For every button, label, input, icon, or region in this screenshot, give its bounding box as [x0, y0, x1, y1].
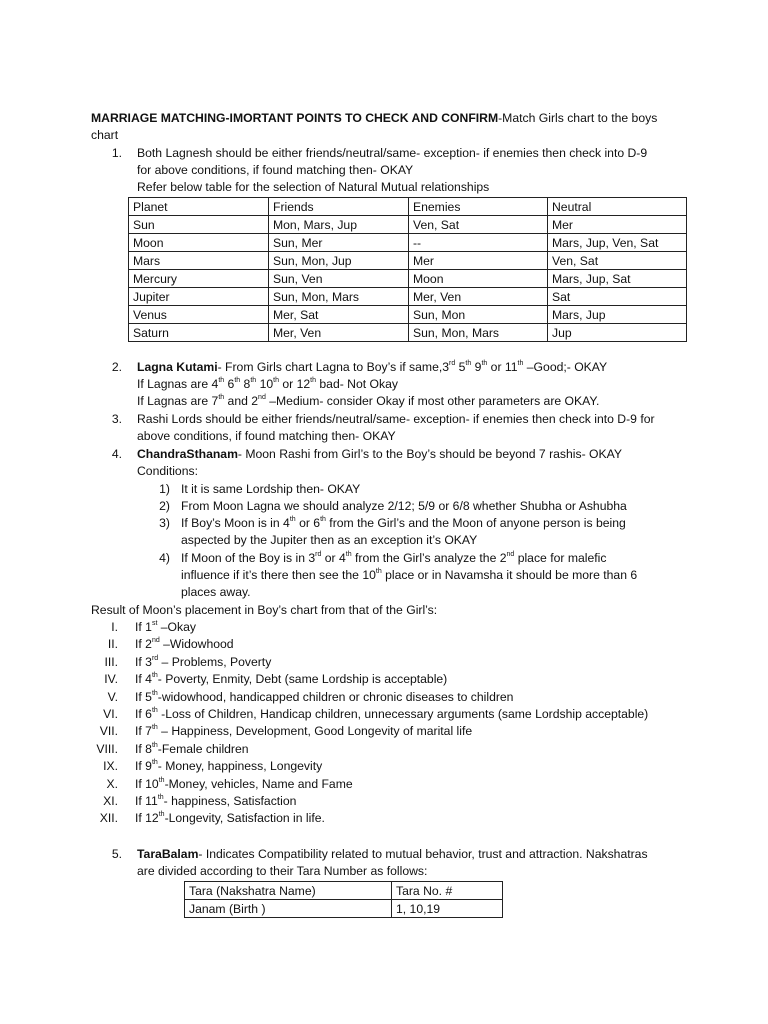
ordinal-suffix: th: [234, 376, 241, 384]
result-item-effect: –Okay: [157, 620, 197, 634]
table-row: [185, 900, 503, 918]
result-item: [135, 654, 271, 671]
result-item: [135, 741, 249, 758]
planet-enemies: Mer: [409, 252, 548, 270]
table-row: [129, 270, 687, 288]
item2-text: 6: [224, 377, 235, 391]
header-planet: Planet: [129, 198, 269, 216]
result-item-house: If 3: [135, 655, 152, 669]
result-item: [135, 723, 472, 740]
ordinal-suffix: th: [151, 706, 158, 714]
planet-table-header: [129, 198, 687, 216]
condition-segment: from the Girl’s analyze the 2: [351, 551, 507, 565]
result-item-number: V.: [107, 690, 118, 704]
planet-enemies: Mer, Ven: [409, 288, 548, 306]
ordinal-suffix: nd: [258, 393, 266, 401]
ordinal-suffix: th: [151, 671, 158, 679]
planet-enemies: Ven, Sat: [409, 216, 548, 234]
item5-number: 5.: [111, 847, 122, 861]
result-item-house: If 11: [135, 794, 158, 808]
planet-neutral: Mars, Jup, Sat: [548, 270, 687, 288]
result-item-effect: -Money, vehicles, Name and Fame: [164, 777, 353, 791]
result-item-number: VIII.: [96, 742, 118, 756]
result-item: [135, 619, 196, 636]
table-row: [129, 288, 687, 306]
result-item-number: IX.: [103, 759, 118, 773]
item5-line2: are divided according to their Tara Number as follows:: [137, 864, 428, 878]
ordinal-suffix: th: [310, 376, 316, 384]
title-bold: MARRIAGE MATCHING-IMORTANT POINTS TO CHECK AND CONFIRM: [91, 111, 499, 125]
planet-name: Sun: [129, 216, 269, 234]
result-item-house: If 4: [135, 672, 152, 686]
condition-text: places away.: [181, 585, 251, 599]
table-row: [129, 252, 687, 270]
planet-neutral: Sat: [548, 288, 687, 306]
planet-enemies: --: [409, 234, 548, 252]
condition-segment: influence if it’s there then see the 10: [181, 568, 376, 582]
result-item-effect: - happiness, Satisfaction: [163, 794, 297, 808]
condition-segment: from the Girl’s and the Moon of anyone person is being: [325, 516, 626, 530]
item2-text: If Lagnas are 7: [137, 394, 219, 408]
condition-text: [181, 550, 606, 567]
result-item-house: If 10: [135, 777, 159, 791]
header-enemies: Enemies: [409, 198, 548, 216]
planet-friends: Sun, Ven: [269, 270, 409, 288]
result-heading: Result of Moon’s placement in Boy’s chart from that of the Girl’s:: [91, 603, 438, 617]
item2-text: or 12: [278, 377, 311, 391]
result-item-effect: -Female children: [157, 742, 249, 756]
result-item: [135, 776, 353, 793]
result-item-number: VII.: [99, 724, 118, 738]
item2-number: 2.: [111, 360, 122, 374]
item1-number: 1.: [111, 146, 122, 160]
result-item-house: If 2: [135, 637, 152, 651]
result-item-effect: –Widowhood: [159, 637, 234, 651]
planet-friends: Sun, Mon, Jup: [269, 252, 409, 270]
condition-segment: or 4: [321, 551, 346, 565]
result-item-number: II.: [107, 637, 118, 651]
item5-text: - Indicates Compatibility related to mutual behavior, trust and attraction. Nakshatras: [198, 847, 648, 861]
item2-text: 5: [455, 360, 466, 374]
ordinal-suffix: th: [345, 550, 352, 558]
ordinal-suffix: th: [151, 723, 158, 731]
ordinal-suffix: th: [465, 359, 472, 367]
item4-term: ChandraSthanam: [137, 447, 238, 461]
result-item: [135, 689, 513, 706]
item2-text: –Medium- consider Okay if most other parameters are OKAY.: [265, 394, 600, 408]
title-rest: -Match Girls chart to the boys: [498, 111, 658, 125]
item3-line1: Rashi Lords should be either friends/neutral/same- exception- if enemies then check into D-9 for: [137, 412, 655, 426]
planet-neutral: Jup: [548, 324, 687, 342]
planet-enemies: Sun, Mon, Mars: [409, 324, 548, 342]
ordinal-suffix: th: [250, 376, 257, 384]
document-title: [91, 110, 657, 127]
item4-number: 4.: [111, 447, 122, 461]
condition-text: aspected by the Jupiter then as an exception it’s OKAY: [181, 533, 478, 547]
planet-neutral: Mer: [548, 216, 687, 234]
result-item-house: If 9: [135, 759, 152, 773]
title-line2: chart: [91, 128, 119, 142]
ordinal-suffix: nd: [506, 550, 515, 558]
planet-friends: Mer, Sat: [269, 306, 409, 324]
tara-table: [184, 881, 503, 918]
item4-line1: [137, 446, 622, 463]
condition-segment: If Moon of the Boy is in 3: [181, 551, 316, 565]
result-item-effect: -widowhood, handicapped children or chronic diseases to children: [157, 690, 514, 704]
ordinal-suffix: rd: [151, 654, 159, 662]
header-tara-name: Tara (Nakshatra Name): [185, 882, 392, 900]
condition-text: From Moon Lagna we should analyze 2/12; 5/9 or 6/8 whether Shubha or Ashubha: [181, 499, 627, 513]
result-item: [135, 706, 648, 723]
ordinal-suffix: th: [151, 689, 158, 697]
ordinal-suffix: th: [273, 376, 279, 384]
planet-neutral: Mars, Jup, Ven, Sat: [548, 234, 687, 252]
result-item: [135, 636, 234, 653]
item2-text: 8: [240, 377, 251, 391]
planet-name: Mars: [129, 252, 269, 270]
ordinal-suffix: th: [157, 793, 164, 801]
item1-line3: Refer below table for the selection of Natural Mutual relationships: [137, 180, 490, 194]
item2-text: - From Girls chart Lagna to Boy’s if same,3: [217, 360, 450, 374]
result-item-effect: -Longevity, Satisfaction in life.: [164, 811, 325, 825]
ordinal-suffix: th: [375, 567, 382, 575]
planet-relationship-table: [128, 197, 687, 342]
planet-friends: Sun, Mon, Mars: [269, 288, 409, 306]
result-item-number: X.: [106, 777, 118, 791]
item3-number: 3.: [111, 412, 122, 426]
item2-text: 9: [471, 360, 482, 374]
planet-neutral: Ven, Sat: [548, 252, 687, 270]
tara-name: Janam (Birth ): [185, 900, 392, 918]
result-item-house: If 1: [135, 620, 152, 634]
header-neutral: Neutral: [548, 198, 687, 216]
item2-text: –Good;- OKAY: [523, 360, 608, 374]
ordinal-suffix: th: [218, 393, 225, 401]
result-item-house: If 7: [135, 724, 152, 738]
result-item-effect: -Loss of Children, Handicap children, unnecessary arguments (same Lordship acceptable): [157, 707, 649, 721]
ordinal-suffix: th: [158, 810, 165, 818]
header-friends: Friends: [269, 198, 409, 216]
result-item: [135, 671, 447, 688]
item5-line1: [137, 846, 648, 863]
condition-number: 3): [159, 516, 170, 530]
result-item-house: If 6: [135, 707, 152, 721]
ordinal-suffix: st: [151, 619, 158, 627]
result-item-effect: - Money, happiness, Longevity: [157, 759, 323, 773]
item1-line2: for above conditions, if found matching then- OKAY: [137, 163, 414, 177]
result-item-number: I.: [111, 620, 118, 634]
result-item-house: If 12: [135, 811, 159, 825]
ordinal-suffix: th: [517, 359, 524, 367]
item2-term: Lagna Kutami: [137, 360, 218, 374]
item5-term: TaraBalam: [137, 847, 199, 861]
planet-friends: Mer, Ven: [269, 324, 409, 342]
ordinal-suffix: th: [151, 758, 158, 766]
planet-friends: Mon, Mars, Jup: [269, 216, 409, 234]
table-row: [129, 234, 687, 252]
result-item-number: XII.: [99, 811, 118, 825]
item1-line1: Both Lagnesh should be either friends/neutral/same- exception- if enemies then check into D-9: [137, 146, 648, 160]
item2-text: 10: [256, 377, 274, 391]
result-item-effect: – Problems, Poverty: [158, 655, 272, 669]
planet-name: Venus: [129, 306, 269, 324]
condition-segment: place or in Navamsha it should be more than 6: [381, 568, 638, 582]
result-item: [135, 793, 296, 810]
ordinal-suffix: th: [158, 776, 165, 784]
table-row: [129, 324, 687, 342]
ordinal-suffix: th: [481, 359, 488, 367]
result-item: [135, 758, 322, 775]
item2-line1: [137, 359, 607, 376]
ordinal-suffix: rd: [315, 550, 322, 558]
planet-name: Moon: [129, 234, 269, 252]
item2-text: If Lagnas are 4: [137, 377, 219, 391]
condition-number: 2): [159, 499, 170, 513]
result-item-house: If 5: [135, 690, 152, 704]
planet-friends: Sun, Mer: [269, 234, 409, 252]
condition-text: [181, 515, 626, 532]
condition-segment: or 6: [295, 516, 321, 530]
item3-line2: above conditions, if found matching then- OKAY: [137, 429, 396, 443]
item4-conditions-label: Conditions:: [137, 464, 198, 478]
result-item-effect: – Happiness, Development, Good Longevity of marital life: [157, 724, 473, 738]
ordinal-suffix: th: [289, 515, 296, 523]
header-tara-number: Tara No. #: [392, 882, 503, 900]
condition-text: [181, 567, 637, 584]
tara-table-header: [185, 882, 503, 900]
condition-text: It it is same Lordship then- OKAY: [181, 482, 361, 496]
planet-name: Saturn: [129, 324, 269, 342]
ordinal-suffix: th: [151, 741, 158, 749]
tara-number: 1, 10,19: [392, 900, 503, 918]
planet-name: Mercury: [129, 270, 269, 288]
item4-text: - Moon Rashi from Girl’s to the Boy’s should be beyond 7 rashis- OKAY: [237, 447, 622, 461]
result-item: [135, 810, 325, 827]
result-item-effect: - Poverty, Enmity, Debt (same Lordship is acceptable): [157, 672, 448, 686]
planet-neutral: Mars, Jup: [548, 306, 687, 324]
condition-number: 1): [159, 482, 170, 496]
result-item-number: III.: [104, 655, 118, 669]
planet-enemies: Sun, Mon: [409, 306, 548, 324]
planet-name: Jupiter: [129, 288, 269, 306]
table-row: [129, 306, 687, 324]
result-item-number: XI.: [103, 794, 118, 808]
result-item-number: VI.: [103, 707, 118, 721]
item2-text: or 11: [487, 360, 518, 374]
condition-number: 4): [159, 551, 170, 565]
ordinal-suffix: th: [320, 515, 326, 523]
result-item-number: IV.: [104, 672, 118, 686]
ordinal-suffix: nd: [151, 636, 160, 644]
item2-text: bad- Not Okay: [316, 377, 398, 391]
result-item-house: If 8: [135, 742, 152, 756]
item2-text: and 2: [224, 394, 259, 408]
condition-segment: If Boy’s Moon is in 4: [181, 516, 290, 530]
condition-segment: place for malefic: [514, 551, 607, 565]
item2-line2: [137, 376, 398, 393]
planet-enemies: Moon: [409, 270, 548, 288]
table-row: [129, 216, 687, 234]
item2-line3: [137, 393, 599, 410]
ordinal-suffix: th: [218, 376, 225, 384]
ordinal-suffix: rd: [449, 359, 456, 367]
